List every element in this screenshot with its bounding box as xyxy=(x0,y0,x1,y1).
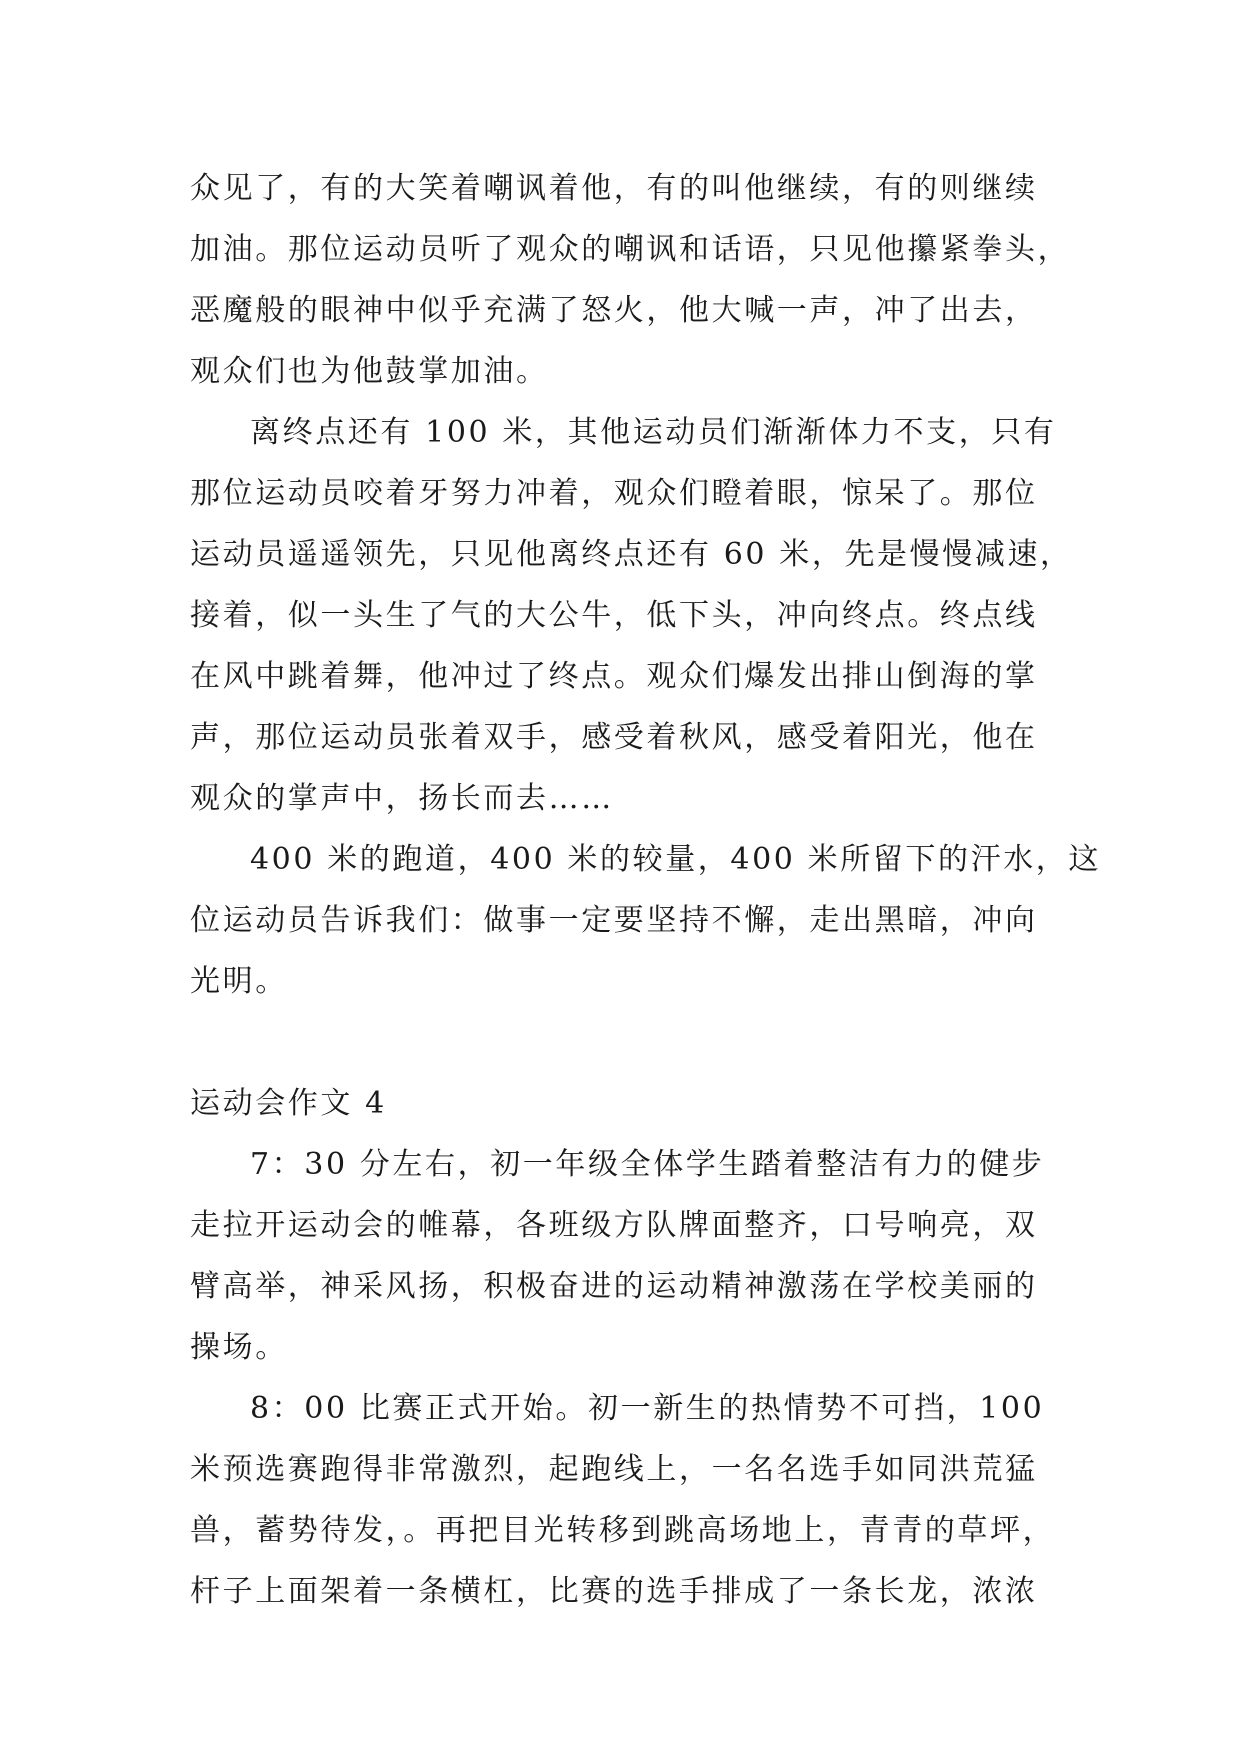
document-body xyxy=(190,158,1101,1622)
text-line: 运动员遥遥领先，只见他离终点还有 60 米，先是慢慢减速， xyxy=(190,537,1073,572)
text-line: 操场。 xyxy=(190,1330,288,1365)
text-line: 加油。那位运动员听了观众的嘲讽和话语，只见他攥紧拳头， xyxy=(190,232,1071,267)
text-line: 400 米的跑道，400 米的较量，400 米所留下的汗水，这 xyxy=(250,842,1101,877)
text-line: 臂高举，神采风扬，积极奋进的运动精神激荡在学校美丽的 xyxy=(190,1269,1038,1304)
text-line: 米预选赛跑得非常激烈，起跑线上，一名名选手如同洪荒猛 xyxy=(190,1452,1038,1487)
text-line: 7：30 分左右，初一年级全体学生踏着整洁有力的健步 xyxy=(250,1147,1045,1182)
text-line: 观众的掌声中，扬长而去…… xyxy=(190,781,614,816)
text-line: 离终点还有 100 米，其他运动员们渐渐体力不支，只有 xyxy=(250,415,1057,450)
text-line: 8：00 比赛正式开始。初一新生的热情势不可挡，100 xyxy=(250,1391,1045,1426)
section-heading: 运动会作文 4 xyxy=(190,1086,387,1121)
paragraph-4 xyxy=(190,1134,1060,1378)
text-line: 在风中跳着舞，他冲过了终点。观众们爆发出排山倒海的掌 xyxy=(190,659,1038,694)
paragraph-2 xyxy=(190,402,1073,829)
text-line: 恶魔般的眼神中似乎充满了怒火，他大喊一声，冲了出去， xyxy=(190,293,1038,328)
text-line: 众见了，有的大笑着嘲讽着他，有的叫他继续，有的则继续 xyxy=(190,171,1038,206)
section-heading-block xyxy=(190,1073,1060,1134)
paragraph-1 xyxy=(190,158,1071,402)
paragraph-3 xyxy=(190,829,1101,1012)
text-line: 光明。 xyxy=(190,964,288,999)
text-line: 观众们也为他鼓掌加油。 xyxy=(190,354,549,389)
text-line: 位运动员告诉我们：做事一定要坚持不懈，走出黑暗，冲向 xyxy=(190,903,1038,938)
text-line: 接着，似一头生了气的大公牛，低下头，冲向终点。终点线 xyxy=(190,598,1038,633)
paragraph-5 xyxy=(190,1378,1060,1622)
text-line: 杆子上面架着一条横杠，比赛的选手排成了一条长龙，浓浓 xyxy=(190,1574,1038,1609)
text-line: 声，那位运动员张着双手，感受着秋风，感受着阳光，他在 xyxy=(190,720,1038,755)
text-line: 那位运动员咬着牙努力冲着，观众们瞪着眼，惊呆了。那位 xyxy=(190,476,1038,511)
text-line: 走拉开运动会的帷幕，各班级方队牌面整齐，口号响亮，双 xyxy=(190,1208,1038,1243)
text-line: 兽，蓄势待发，。再把目光转移到跳高场地上，青青的草坪， xyxy=(190,1513,1056,1548)
